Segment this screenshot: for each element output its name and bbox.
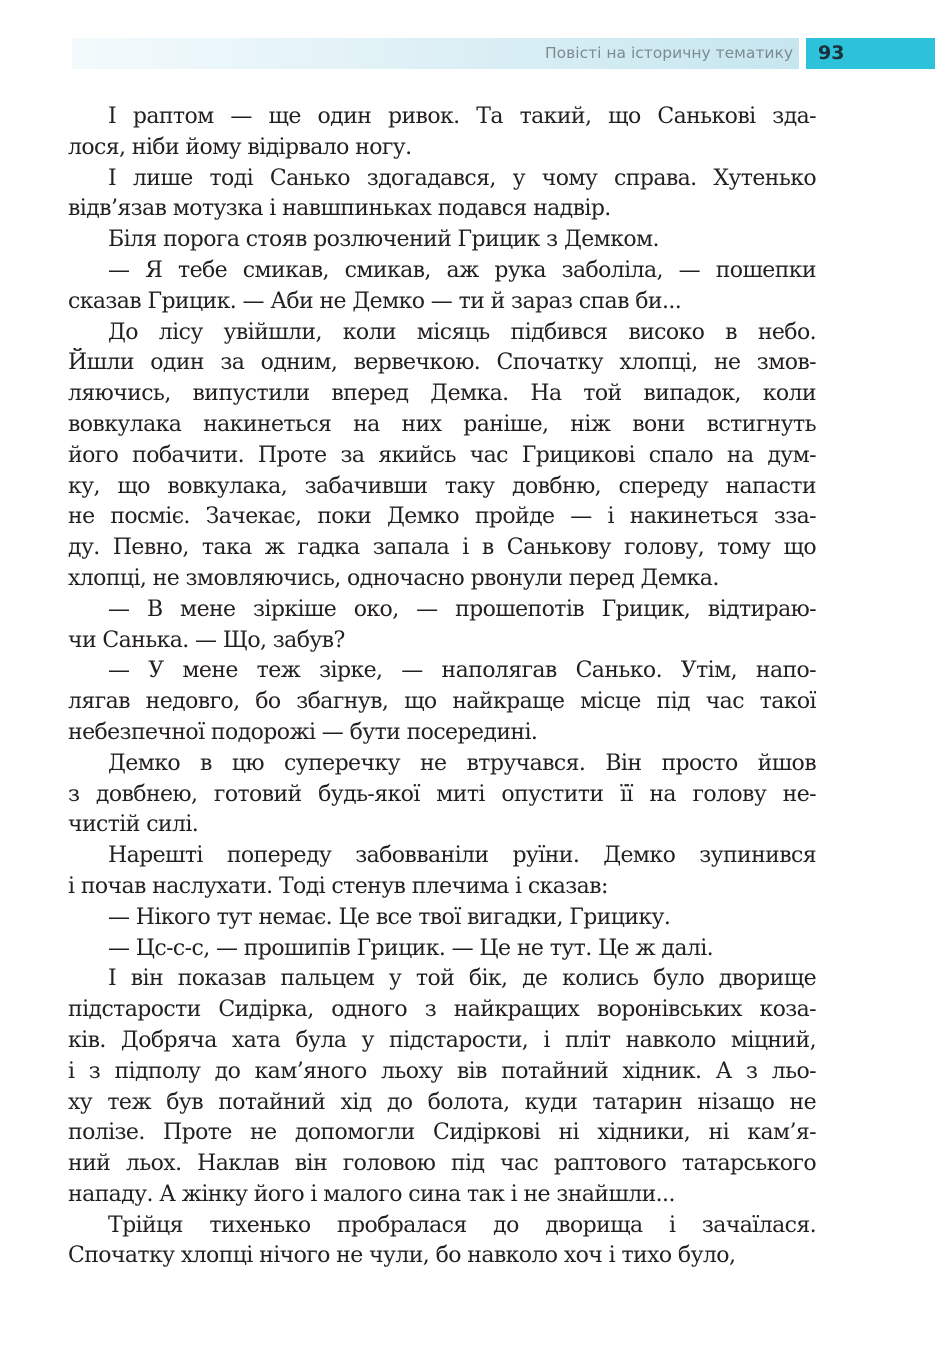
paragraph: [68, 256, 816, 318]
paragraph: [68, 964, 816, 1210]
text-line: Трійця тихенько пробралася до дворища і зачаїлася.: [108, 1212, 816, 1238]
paragraph: [68, 318, 816, 595]
paragraph: [68, 164, 816, 226]
text-line: Нарешті попереду забовваніли руїни. Демко зупинився: [108, 843, 816, 869]
paragraph: [68, 841, 816, 903]
text-line: — Цс-с-с, — прошипів Грицик. — Це не тут. Це ж далі.: [108, 935, 714, 961]
text-line: підстарости Сидірка, одного з найкращих воронівських коза-: [68, 997, 816, 1023]
text-line: чи Санька. — Що, забув?: [68, 627, 345, 653]
text-line: не посміє. Зачекає, поки Демко пройде — і накинеться зза-: [68, 504, 816, 530]
text-line: хлопці, не змовляючись, одночасно рвонули перед Демка.: [68, 565, 719, 591]
text-line: відв’язав мотузка і навшпиньках подався надвір.: [68, 196, 611, 222]
text-line: його побачити. Проте за якийсь час Грицикові спало на дум-: [68, 442, 816, 468]
text-line: з довбнею, готовий будь-якої миті опустити її на голову не-: [68, 781, 816, 807]
paragraph: [68, 656, 816, 748]
paragraph: [68, 749, 816, 841]
text-line: — У мене теж зірке, — наполягав Санько. Утім, напо-: [108, 658, 816, 684]
text-line: І він показав пальцем у той бік, де колись було дворище: [108, 966, 816, 992]
text-line: І лише тоді Санько здогадався, у чому справа. Хутенько: [108, 165, 816, 191]
text-line: ляючись, випустили вперед Демка. На той випадок, коли: [68, 381, 816, 407]
text-line: сказав Грицик. — Аби не Демко — ти й зараз спав би...: [68, 288, 682, 314]
text-line: ду. Певно, така ж гадка запала і в Санькову голову, тому що: [68, 535, 816, 561]
text-line: І раптом — ще один ривок. Та такий, що Санькові зда-: [108, 104, 816, 129]
page-number: 93: [818, 42, 845, 64]
paragraph: [68, 934, 816, 965]
text-line: ху теж був потайний хід до болота, куди татарин нізащо не: [68, 1089, 816, 1115]
text-line: лося, ніби йому відірвало ногу.: [68, 134, 412, 160]
text-line: нападу. А жінку його і малого сина так і не знайшли...: [68, 1181, 675, 1207]
paragraph: [68, 102, 816, 164]
text-line: — Я тебе смикав, смикав, аж рука заболіла, — пошепки: [108, 257, 816, 283]
text-line: — Нікого тут немає. Це все твої вигадки, Грицику.: [108, 904, 671, 930]
text-line: небезпечної подорожі — бути посередині.: [68, 719, 538, 745]
text-line: вовкулака накинеться на них раніше, ніж вони встигнуть: [68, 411, 816, 437]
text-line: лягав недовго, бо збагнув, що найкраще місце під час такої: [68, 689, 816, 715]
paragraph: [68, 1211, 816, 1273]
running-header-band: [72, 38, 799, 69]
body-text: [68, 102, 816, 1272]
text-line: Демко в цю суперечку не втручався. Він просто йшов: [108, 750, 816, 776]
text-line: і з підполу до кам’яного льоху вів потайний хідник. А з льо-: [68, 1058, 816, 1084]
paragraph: [68, 903, 816, 934]
text-line: — В мене зіркіше око, — прошепотів Грицик, відтираю-: [108, 596, 816, 622]
text-line: Йшли один за одним, вервечкою. Спочатку хлопці, не змов-: [68, 350, 816, 376]
text-line: ків. Добряча хата була у підстарости, і пліт навколо міцний,: [68, 1027, 816, 1053]
page-number-box: [806, 38, 935, 69]
text-line: ний льох. Наклав він головою під час раптового татарського: [68, 1151, 816, 1177]
paragraph: [68, 595, 816, 657]
paragraph: [68, 225, 816, 256]
running-title: Повісті на історичну тематику: [545, 44, 793, 62]
text-line: Біля порога стояв розлючений Грицик з Демком.: [108, 227, 659, 253]
text-line: і почав наслухати. Тоді стенув плечима і сказав:: [68, 873, 608, 899]
text-line: До лісу увійшли, коли місяць підбився високо в небо.: [108, 319, 816, 345]
text-line: полізе. Проте не допомогли Сидіркові ні хідники, ні кам’я-: [68, 1120, 816, 1146]
text-line: чистій силі.: [68, 812, 199, 838]
text-line: Спочатку хлопці нічого не чули, бо навколо хоч і тихо було,: [68, 1243, 736, 1269]
text-line: ку, що вовкулака, забачивши таку довбню, спереду напасти: [68, 473, 816, 499]
